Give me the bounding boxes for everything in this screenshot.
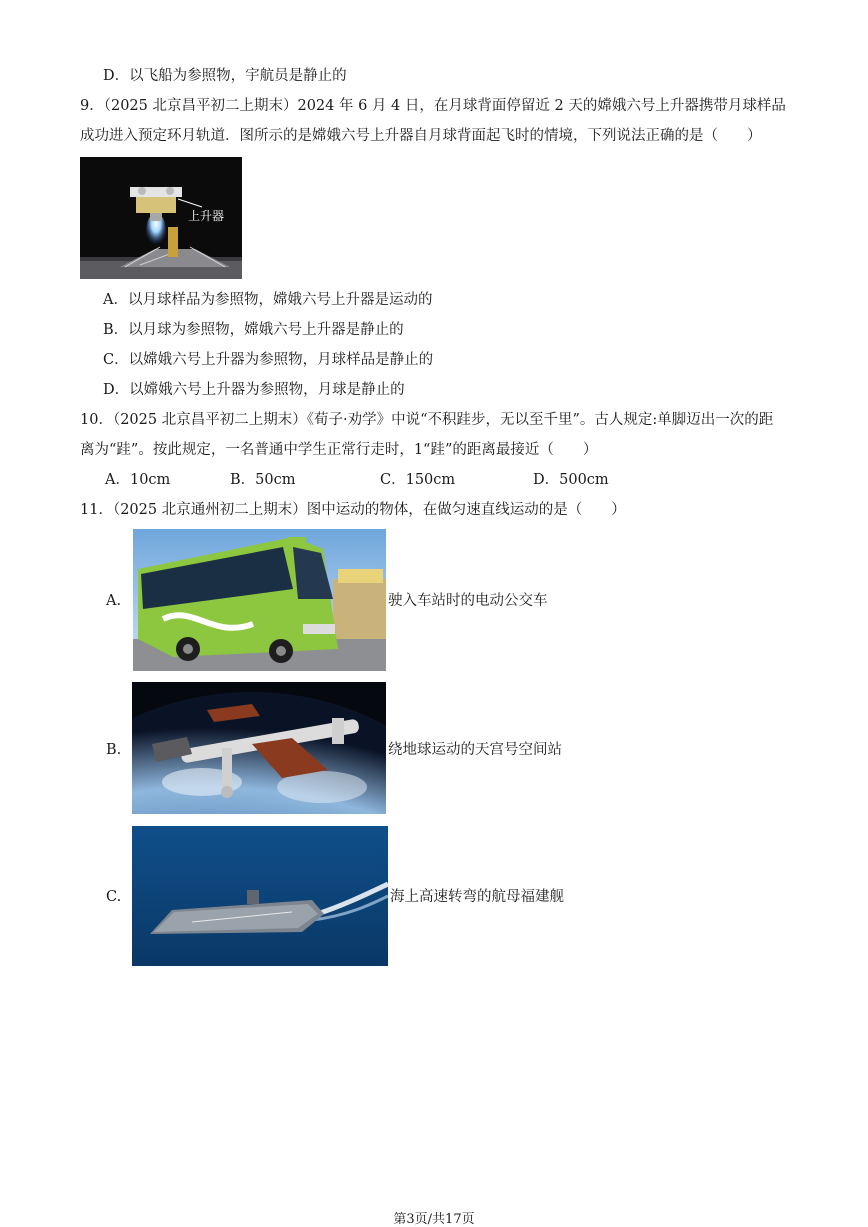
q9-option-a: A．以月球样品为参照物，嫦娥六号上升器是运动的 xyxy=(103,292,433,308)
q11-option-a-caption: 驶入车站时的电动公交车 xyxy=(388,593,548,609)
q9-option-c: C．以嫦娥六号上升器为参照物，月球样品是静止的 xyxy=(103,352,434,368)
q10-option-a: A．10cm xyxy=(105,472,171,488)
q10-options-row xyxy=(105,470,705,490)
q10-option-c: C．150cm xyxy=(380,472,456,488)
q11-bus-image xyxy=(133,529,386,671)
q11-option-c-caption: 海上高速转弯的航母福建舰 xyxy=(390,889,564,905)
q9-stem-line-2: 成功进入预定环月轨道．图所示的是嫦娥六号上升器自月球背面起飞时的情境，下列说法正确的是（ ） xyxy=(80,128,762,144)
q9-image-label: 上升器 xyxy=(188,209,225,223)
q11-option-c-letter: C. xyxy=(106,889,122,905)
prev-question-option-d: D．以飞船为参照物，宇航员是静止的 xyxy=(103,68,347,84)
q11-stem: 11．（2025 北京通州初二上期末）图中运动的物体，在做匀速直线运动的是（ ） xyxy=(80,502,626,518)
page-footer: 第3页/共17页 xyxy=(393,1212,475,1227)
q11-space-station-image xyxy=(132,682,386,814)
q9-stem-line-1: 9．（2025 北京昌平初二上期末）2024 年 6 月 4 日，在月球背面停留近 2 天的嫦娥六号上升器携带月球样品 xyxy=(80,98,786,114)
q11-option-b-caption: 绕地球运动的天宫号空间站 xyxy=(388,742,562,758)
q10-option-b: B．50cm xyxy=(230,472,296,488)
q10-stem-line-1: 10．（2025 北京昌平初二上期末）《荀子·劝学》中说“不积跬步，无以至千里”。古人规定:单脚迈出一次的距 xyxy=(80,412,774,428)
q11-carrier-image xyxy=(132,826,388,966)
q10-stem-line-2: 离为“跬”。按此规定，一名普通中学生正常行走时，1“跬”的距离最接近（ ） xyxy=(80,442,598,458)
q9-option-d: D．以嫦娥六号上升器为参照物，月球是静止的 xyxy=(103,382,405,398)
q10-option-d: D．500cm xyxy=(533,472,609,488)
q9-option-b: B．以月球为参照物，嫦娥六号上升器是静止的 xyxy=(103,322,404,338)
q11-option-a-letter: A. xyxy=(106,593,122,609)
q11-option-b-letter: B. xyxy=(106,742,122,758)
q9-ascender-image xyxy=(80,157,242,279)
